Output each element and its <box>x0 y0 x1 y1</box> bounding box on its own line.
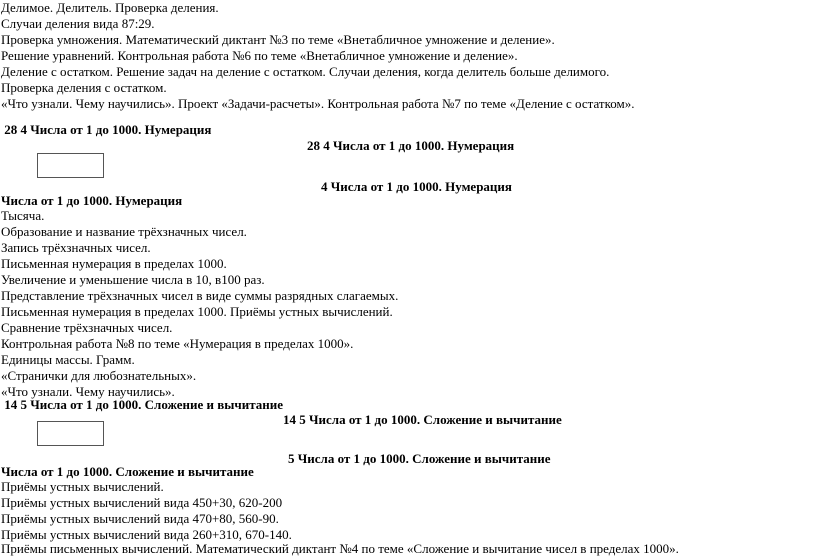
hours-total: 28 <box>307 138 320 153</box>
list-item: «Странички для любознательных». <box>1 368 197 383</box>
list-item: Приёмы устных вычислений вида 260+310, 670-140. <box>1 527 292 542</box>
section-title: Числа от 1 до 1000. Нумерация <box>30 122 212 137</box>
list-item: Запись трёхзначных чисел. <box>1 240 151 255</box>
section-title-line: Числа от 1 до 1000. Нумерация <box>1 193 183 208</box>
list-item: Приёмы устных вычислений вида 450+30, 620-200 <box>1 495 283 510</box>
list-item: Образование и название трёхзначных чисел. <box>1 224 247 239</box>
subsection-heading <box>288 451 551 467</box>
list-item: Приёмы письменных вычислений. Математический диктант №4 по теме «Сложение и вычитание чисел в пределах 1000». <box>1 541 679 556</box>
list-item: Сравнение трёхзначных чисел. <box>1 320 173 335</box>
list-item: Письменная нумерация в пределах 1000. <box>1 256 227 271</box>
section-title: Числа от 1 до 1000. Нумерация <box>330 179 512 194</box>
hours-count: 4 <box>20 122 27 137</box>
hours-total: 14 <box>4 397 18 412</box>
list-item: Приёмы устных вычислений вида 470+80, 560-90. <box>1 511 279 526</box>
text-line: Деление с остатком. Решение задач на деление с остатком. Случаи деления, когда делитель больше делимого. <box>1 64 610 79</box>
list-item: Приёмы устных вычислений. <box>1 479 164 494</box>
section-title-line: Числа от 1 до 1000. Сложение и вычитание <box>1 464 254 479</box>
section-title: Числа от 1 до 1000. Сложение и вычитание <box>309 412 562 427</box>
section-heading-centered <box>307 138 514 154</box>
text-line: Проверка деления с остатком. <box>1 80 167 95</box>
hours-count: 4 <box>323 138 330 153</box>
subsection-heading <box>321 179 512 195</box>
section-title: Числа от 1 до 1000. Сложение и вычитание <box>297 451 551 466</box>
text-line: Проверка умножения. Математический диктант №3 по теме «Внетабличное умножение и деление». <box>1 32 555 47</box>
section-heading-centered <box>283 412 562 428</box>
empty-box <box>37 153 104 178</box>
text-line: «Что узнали. Чему научились». Проект «Задачи-расчеты». Контрольная работа №7 по теме «Деление с остатком». <box>1 96 635 111</box>
list-item: «Что узнали. Чему научились». <box>1 384 175 399</box>
list-item: Письменная нумерация в пределах 1000. Приёмы устных вычислений. <box>1 304 393 319</box>
text-line: Делимое. Делитель. Проверка деления. <box>1 0 219 15</box>
hours-count: 5 <box>288 451 295 466</box>
text-line: Случаи деления вида 87:29. <box>1 16 155 31</box>
hours-total: 14 <box>283 412 296 427</box>
list-item: Контрольная работа №8 по теме «Нумерация в пределах 1000». <box>1 336 354 351</box>
section-heading <box>1 122 211 138</box>
empty-box <box>37 421 104 446</box>
list-item: Представление трёхзначных чисел в виде суммы разрядных слагаемых. <box>1 288 399 303</box>
list-item: Единицы массы. Грамм. <box>1 352 135 367</box>
list-item: Увеличение и уменьшение числа в 10, в100 раз. <box>1 272 265 287</box>
hours-total: 28 <box>4 122 18 137</box>
hours-count: 4 <box>321 179 328 194</box>
text-line: Решение уравнений. Контрольная работа №6 по теме «Внетабличное умножение и деление». <box>1 48 518 63</box>
section-heading <box>1 397 283 413</box>
hours-count: 5 <box>299 412 306 427</box>
section-title: Числа от 1 до 1000. Сложение и вычитание <box>30 397 284 412</box>
list-item: Тысяча. <box>1 208 45 223</box>
hours-count: 5 <box>20 397 27 412</box>
section-title: Числа от 1 до 1000. Нумерация <box>333 138 515 153</box>
